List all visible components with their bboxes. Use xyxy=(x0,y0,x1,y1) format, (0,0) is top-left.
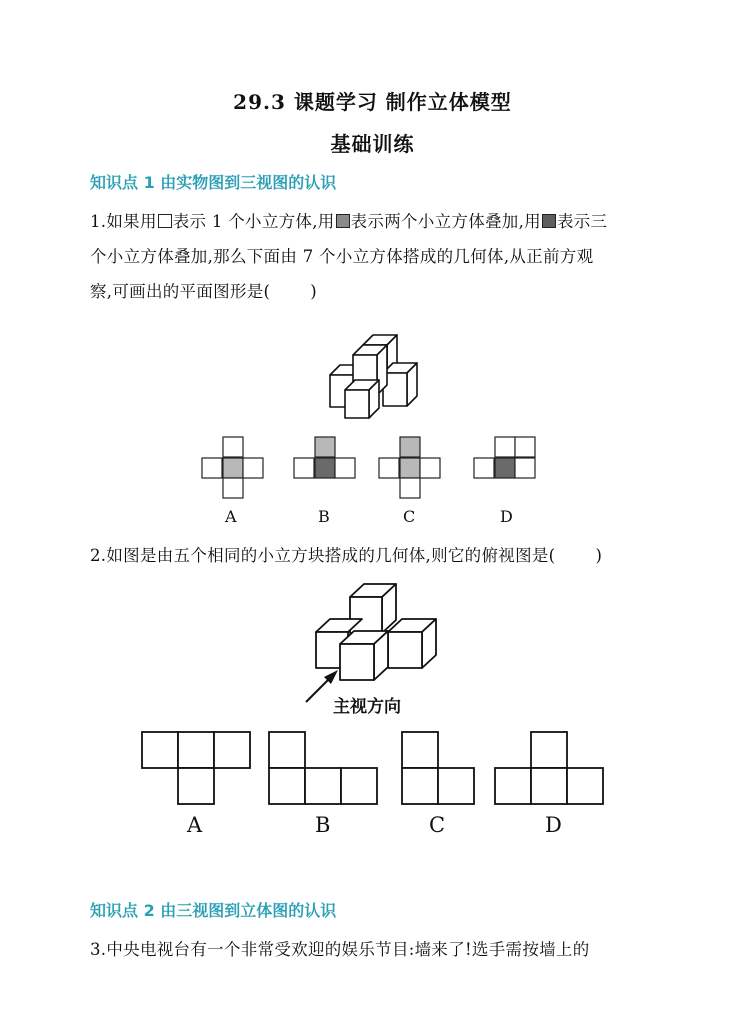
page-title: 29.3 课题学习 制作立体模型 xyxy=(233,90,512,114)
section-heading-1: 知识点 1 由实物图到三视图的认识 xyxy=(90,173,337,192)
q2-option-d-grid xyxy=(494,731,604,805)
question-1-line-3: 察,可画出的平面图形是( ) xyxy=(90,282,318,301)
q1-option-c-grid xyxy=(379,437,441,499)
view-direction-caption: 主视方向 xyxy=(333,697,401,717)
section-heading-2: 知识点 2 由三视图到立体图的认识 xyxy=(90,901,337,920)
question-3-text: 3.中央电视台有一个非常受欢迎的娱乐节目:墙来了!选手需按墙上的 xyxy=(90,940,590,959)
question-1-line-1: 1.如果用 表示 1 个小立方体,用 表示两个小立方体叠加,用 表示三 xyxy=(90,212,608,231)
q2-cube-figure xyxy=(310,582,440,697)
q1-option-a-label: A xyxy=(225,507,237,526)
q2-option-c-grid xyxy=(401,731,475,805)
q1-option-c-label: C xyxy=(403,507,416,526)
q2-option-b-label: B xyxy=(315,813,331,837)
q1-option-d-grid xyxy=(474,437,536,479)
q1-cube-figure xyxy=(325,330,435,420)
q2-option-c-label: C xyxy=(429,813,446,837)
white-square-icon xyxy=(158,214,172,228)
gray-square-icon xyxy=(336,214,350,228)
q2-option-a-grid xyxy=(141,731,251,805)
q2-option-d-label: D xyxy=(545,813,562,837)
question-1-line-2: 个小立方体叠加,那么下面由 7 个小立方体搭成的几何体,从正前方观 xyxy=(90,247,594,266)
question-2-text: 2.如图是由五个相同的小立方块搭成的几何体,则它的俯视图是( ) xyxy=(90,546,603,565)
dark-square-icon xyxy=(542,214,556,228)
q1-option-b-grid xyxy=(294,437,356,479)
q1-option-d-label: D xyxy=(500,507,513,526)
page-subtitle: 基础训练 xyxy=(330,132,415,156)
q2-option-a-label: A xyxy=(187,813,203,837)
q1-option-b-label: B xyxy=(318,507,330,526)
question-1-text xyxy=(90,204,665,309)
q2-option-b-grid xyxy=(268,731,378,805)
q1-option-a-grid xyxy=(202,437,264,499)
